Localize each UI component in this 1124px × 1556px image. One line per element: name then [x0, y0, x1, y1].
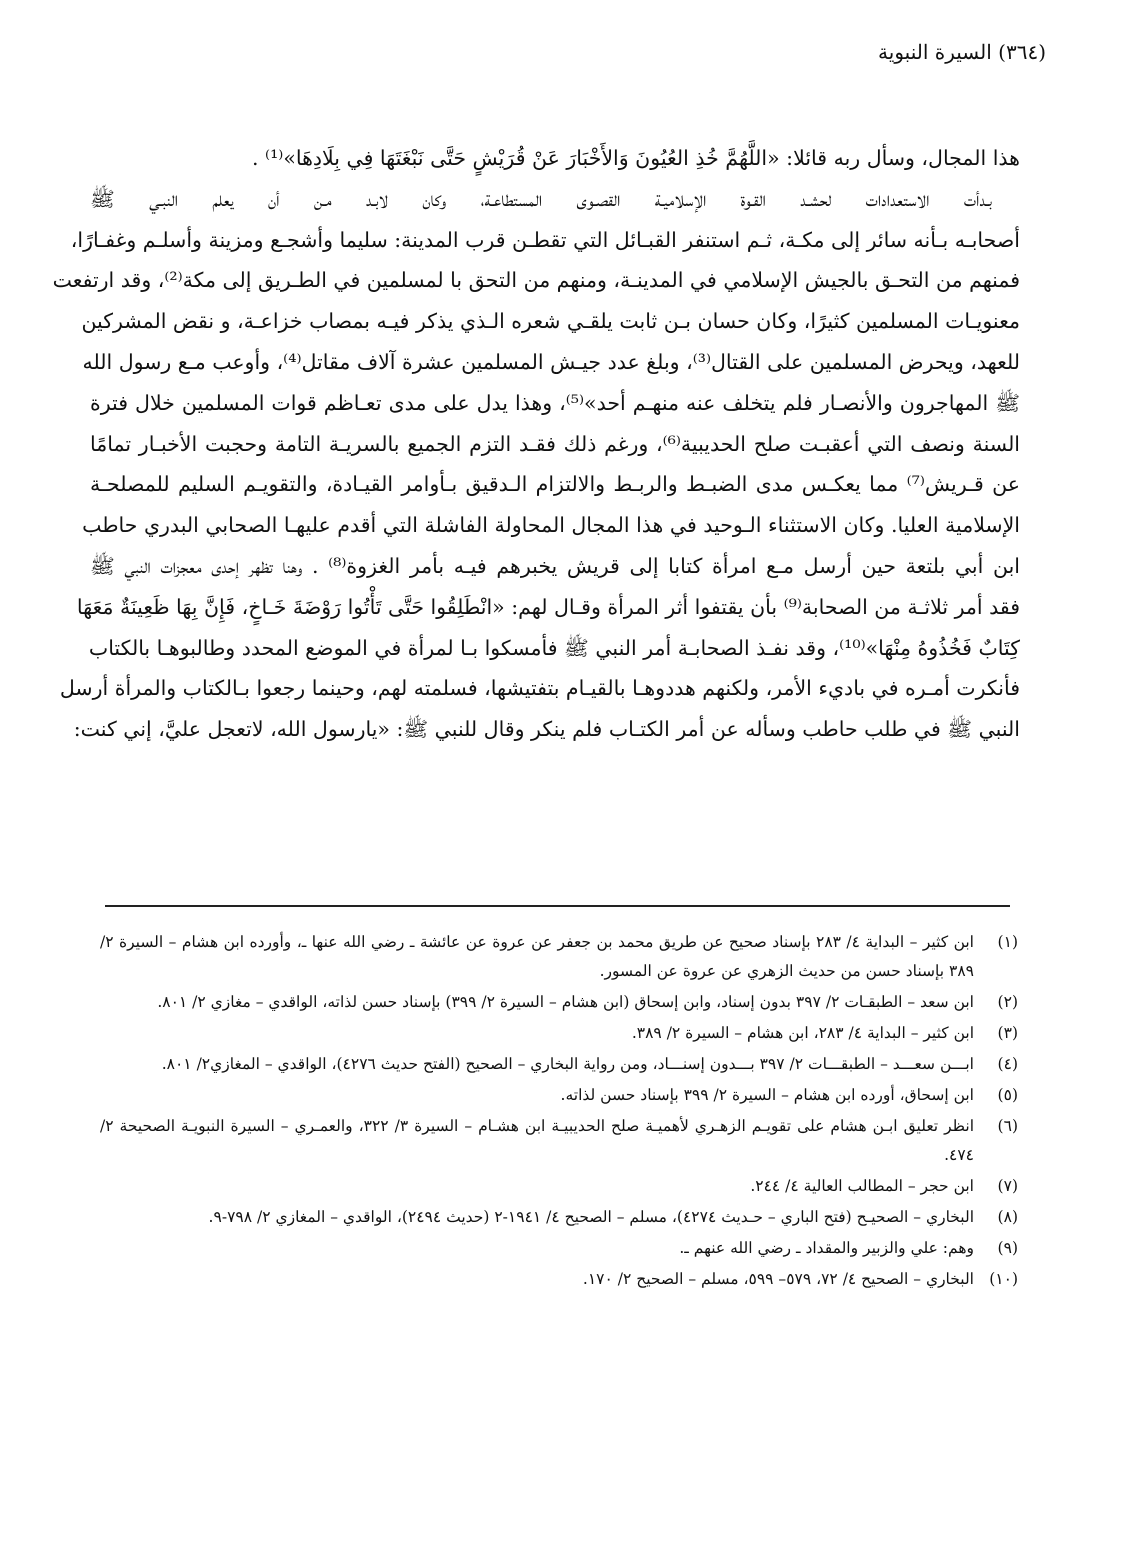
- footnote-divider: [105, 905, 1010, 907]
- footnote: [100, 1265, 1018, 1294]
- text-line: كِتَابٌ فَخُذُوهُ مِنْهَا»⁽¹⁰⁾، وقد نفـذ الصحابـة أمر النبي ﷺ فأمسكوا بـا لمرأة في الموضع المحدد وطالبوهـا بالكتاب: [88, 635, 1020, 660]
- footnote: [100, 1203, 1018, 1232]
- footnote: [100, 1172, 1018, 1201]
- text-line: السنة ونصف التي أعقبـت صلح الحديبية⁽⁶⁾، ورغم ذلك فقـد التزم الجميع بالسريـة التامة وحجبت الأخبـار تمامًا: [90, 431, 1021, 456]
- footnote-number: (١٠): [989, 1270, 1018, 1288]
- text-line: النبي ﷺ في طلب حاطب وسأله عن أمر الكتـاب فلم ينكر وقال للنبي ﷺ: «يارسول الله، لاتعجل عليَّ، إني كنت:: [73, 717, 1020, 742]
- footnote-text: البخاري – الصحيح ٤/ ٧٢، ٥٧٩– ٥٩٩، مسلم – الصحيح ٢/ ١٧٠.: [582, 1270, 974, 1288]
- footnote-number: (٧): [997, 1177, 1018, 1195]
- text-line: عن قـريش⁽⁷⁾ مما يعكـس مدى الضبـط والربـط والالتزام الـدقيق بـأوامر القيـادة، والتقويـم السليم للمصلحـة: [90, 472, 1020, 497]
- footnote-text: انظر تعليق ابـن هشام على تقويـم الزهـري لأهميـة صلح الحديبيـة ابن هشـام – السيرة ٣/ ٣٢٢، والعمـري – السيرة النبويـة الصحيحة ٢/ ٤٧٤.: [100, 1117, 974, 1164]
- footnote-number: (٣): [997, 1024, 1018, 1042]
- footnote: [100, 928, 1018, 986]
- text-line: أصحابـه بـأنه سائر إلى مكـة، ثـم استنفر القبـائل التي تقطـن قرب المدينة: سليما وأشجـع ومزينة وأسلـم وغفـارًا،: [70, 227, 1020, 252]
- footnote-text: ابن كثير – البداية ٤/ ٢٨٣، ابن هشام – السيرة ٢/ ٣٨٩.: [631, 1024, 974, 1042]
- text-line: هذا المجال، وسأل ربه قائلا: «اللَّهُمَّ خُذِ العُيُونَ وَالأَخْبَارَ عَنْ قُرَيْشٍ حَتَّى نَبْغَتَهَا فِي بِلَادِهَا»⁽¹⁾ .: [251, 146, 1020, 170]
- footnote: [100, 1081, 1018, 1110]
- footnote-number: (٨): [997, 1208, 1018, 1226]
- footnote: [100, 1019, 1018, 1048]
- text-line: فمنهم من التحـق بالجيش الإسلامي في المدينـة، ومنهم من التحق با لمسلمين في الطـريق إلى مكة⁽²⁾، وقد ارتفعت: [52, 268, 1020, 293]
- text-line: فأنكرت أمـره في باديء الأمر، ولكنهم هددوهـا بالقيـام بتفتيشها، فسلمته لهم، وحينما رجعوا بـالكتاب والمرأة أرسل: [59, 676, 1020, 701]
- footnote: [100, 1112, 1018, 1170]
- text-line: معنويـات المسلمين كثيرًا، وكان حسان بـن ثابت يلقـي شعره الـذي يذكر فيـه بمصاب خزاعـة، و نقض المشركين: [81, 309, 1020, 334]
- footnote-number: (٩): [997, 1239, 1018, 1257]
- footnote-number: (٢): [997, 993, 1018, 1011]
- main-text: [52, 138, 1021, 750]
- footnote-text: ابن حجر – المطالب العالية ٤/ ٢٤٤.: [750, 1177, 974, 1195]
- footnote-text: ابن كثير – البداية ٤/ ٢٨٣ بإسناد صحيح عن طريق محمد بن جعفر عن عروة عن عائشة ـ رضي الله عنها ـ، وأورده ابن هشام – السيرة ٢/ ٣٨٩ بإسناد حسن من حديث الزهري عن عروة عن المسور.: [100, 933, 974, 980]
- footnote: [100, 1050, 1018, 1079]
- text-line: ابن أبي بلتعة حين أرسل مـع امرأة كتابا إلى قريش يخبرهم فيـه بأمر الغزوة⁽⁸⁾ . وهنا تظهر إحدى معجزات النبي ﷺ: [90, 553, 1020, 578]
- footnote-number: (٦): [997, 1117, 1018, 1135]
- page-header: (٣٦٤) السيرة النبوية: [878, 40, 1046, 64]
- text-line: ﷺ المهاجرون والأنصـار فلم يتخلف عنه منهـم أحد»⁽⁵⁾، وهذا يدل على مدى تعـاظم قوات المسلمين خلال فترة: [90, 390, 1020, 415]
- text-line: للعهد، ويحرض المسلمين على القتال⁽³⁾، وبلغ عدد جيـش المسلمين عشرة آلاف مقاتل⁽⁴⁾، وأوعب مـع رسول الله: [82, 349, 1020, 374]
- footnote-text: البخاري – الصحيـح (فتح الباري – حـديث ٤٢٧٤)، مسلم – الصحيح ٤/ ١٩٤١-٢ (حديث ٢٤٩٤)، الواقدي – المغازي ٢/ ٧٩٨-٩.: [208, 1208, 974, 1226]
- footnote-number: (١): [997, 933, 1018, 951]
- text-line: فقد أمر ثلاثـة من الصحابة⁽⁹⁾ بأن يقتفوا أثر المرأة وقـال لهم: «انْطَلِقُوا حَتَّى تَأْتُوا رَوْضَةَ خَـاخٍ، فَإِنَّ بِهَا ظَعِينَةٌ مَعَهَا: [76, 594, 1020, 619]
- footnote-number: (٤): [997, 1055, 1018, 1073]
- footnote: [100, 988, 1018, 1017]
- text-line: بـدأت الاستعدادات لحشـد القـوة الإسلاميـة القصـوى المستطاعـة، وكان لابـد مـن أن يعلم النبـي ﷺ: [90, 186, 992, 211]
- footnote-text: وهم: علي والزبير والمقداد ـ رضي الله عنهم ـ.: [679, 1239, 974, 1257]
- footnote-number: (٥): [997, 1086, 1018, 1104]
- footnotes: [100, 928, 1018, 1296]
- footnote-text: ابن إسحاق، أورده ابن هشام – السيرة ٢/ ٣٩٩ بإسناد حسن لذاته.: [560, 1086, 974, 1104]
- footnote-text: ابـــن سعـــد – الطبقـــات ٢/ ٣٩٧ بـــدون إسنـــاد، ومن رواية البخاري – الصحيح (الفتح حديث ٤٢٧٦)، الواقدي – المغازي٢/ ٨٠١.: [161, 1055, 974, 1073]
- text-line: الإسلامية العليا. وكان الاستثناء الـوحيد في هذا المجال المحاولة الفاشلة التي أقدم عليهـا الصحابي البدري حاطب: [82, 513, 1020, 538]
- footnote-text: ابن سعد – الطبقـات ٢/ ٣٩٧ بدون إسناد، وابن إسحاق (ابن هشام – السيرة ٢/ ٣٩٩) بإسناد حسن لذاته، الواقدي – مغازي ٢/ ٨٠١.: [157, 993, 974, 1011]
- footnote: [100, 1234, 1018, 1263]
